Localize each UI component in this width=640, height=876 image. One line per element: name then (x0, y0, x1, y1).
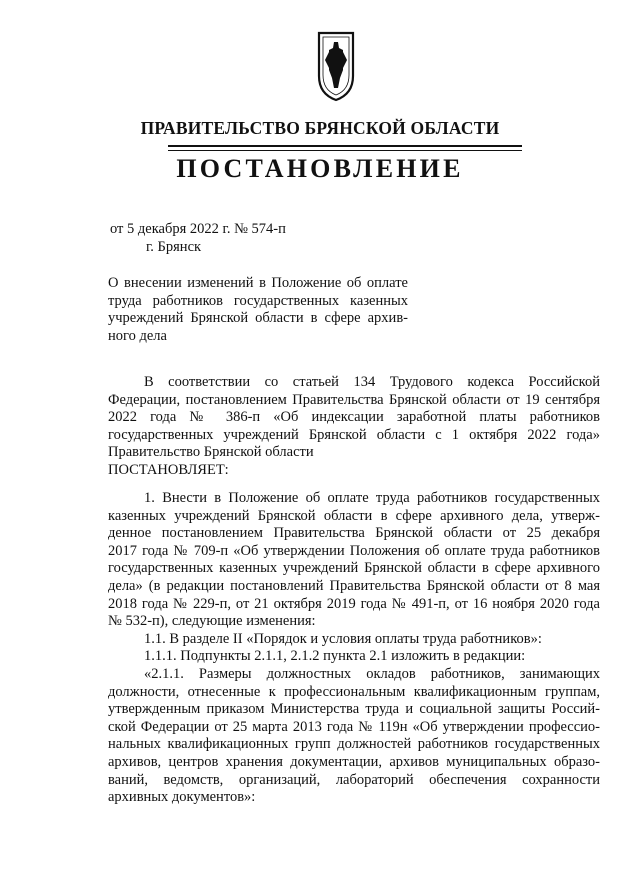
preamble-line: В соответствии со статьей 134 Трудового кодекса Российской (144, 374, 600, 390)
clause-line: 1. Внести в Положение об оплате труда работников государственных (144, 490, 600, 506)
preamble-paragraph (108, 374, 600, 480)
clause-line: 1.1.1. Подпункты 2.1.1, 2.1.2 пункта 2.1 изложить в редакции: (144, 648, 526, 665)
subject-line: О внесении изменений в Положение об оплате (108, 275, 408, 291)
subject-line: учреждений Брянской области в сфере архив- (108, 310, 408, 326)
clause-line: утвержденным приказом Министерства труда и социальной защиты Россий- (108, 701, 600, 718)
header-divider-thick (168, 145, 522, 147)
coat-of-arms-emblem (316, 30, 356, 102)
clause-line: ской Федерации от 25 марта 2013 года № 119н «Об утверждении профессио- (108, 718, 600, 735)
resolves-label: ПОСТАНОВЛЯЕТ: (108, 461, 229, 478)
clause-line: ваний, ведомств, организаций, лабораторий обеспечения сохранности (108, 771, 600, 788)
clause-line: «2.1.1. Размеры должностных окладов работников, занимающих (144, 665, 600, 682)
clause-line: архивов, центров хранения документации, архивов муниципальных образо- (108, 753, 600, 770)
subject-line: ного дела (108, 327, 167, 344)
clause-line: казенных учреждений Брянской области в сфере архивного дела, утверж- (108, 507, 600, 524)
preamble-line: Федерации, постановлением Правительства Брянской области от 19 сентября (108, 391, 600, 408)
city: г. Брянск (146, 239, 202, 255)
date-and-number: от 5 декабря 2022 г. № 574-п (110, 221, 286, 237)
subject-line: труда работников государственных казенных (108, 292, 408, 309)
preamble-line: 2022 года № 386-п «Об индексации заработной платы работников (108, 409, 600, 426)
preamble-line: Правительство Брянской области (108, 444, 314, 461)
clause-line: государственных казенных учреждений Брянской области в сфере архивного (108, 560, 600, 577)
document-subject (108, 275, 408, 345)
preamble-line: государственных учреждений Брянской области с 1 октября 2022 года» (108, 426, 600, 443)
clause-line: нальных квалификационных групп должностей работников государственных (108, 736, 600, 753)
clause-line: архивных документов»: (108, 789, 256, 806)
clause-line: 1.1. В разделе II «Порядок и условия оплаты труда работников»: (144, 630, 542, 647)
clause-line: дела» (в редакции постановлений Правительства Брянской области от 8 мая (108, 577, 600, 594)
header-divider-thin (168, 150, 522, 151)
document-type-title: ПОСТАНОВЛЕНИЕ (176, 154, 464, 183)
clause-line: 2018 года № 229-п, от 21 октября 2019 года № 491-п, от 16 ноября 2020 года (108, 595, 600, 612)
clause-line: должности, отнесенные к профессиональным квалификационным группам, (108, 683, 600, 700)
clause-line: № 532-п), следующие изменения: (108, 613, 316, 630)
organization-name: ПРАВИТЕЛЬСТВО БРЯНСКОЙ ОБЛАСТИ (140, 118, 500, 138)
clause-line: денное постановлением Правительства Брянской области от 25 декабря (108, 525, 600, 542)
clause-line: 2017 года № 709-п «Об утверждении Положения об оплате труда работников (108, 542, 600, 559)
clause-1 (108, 490, 600, 807)
